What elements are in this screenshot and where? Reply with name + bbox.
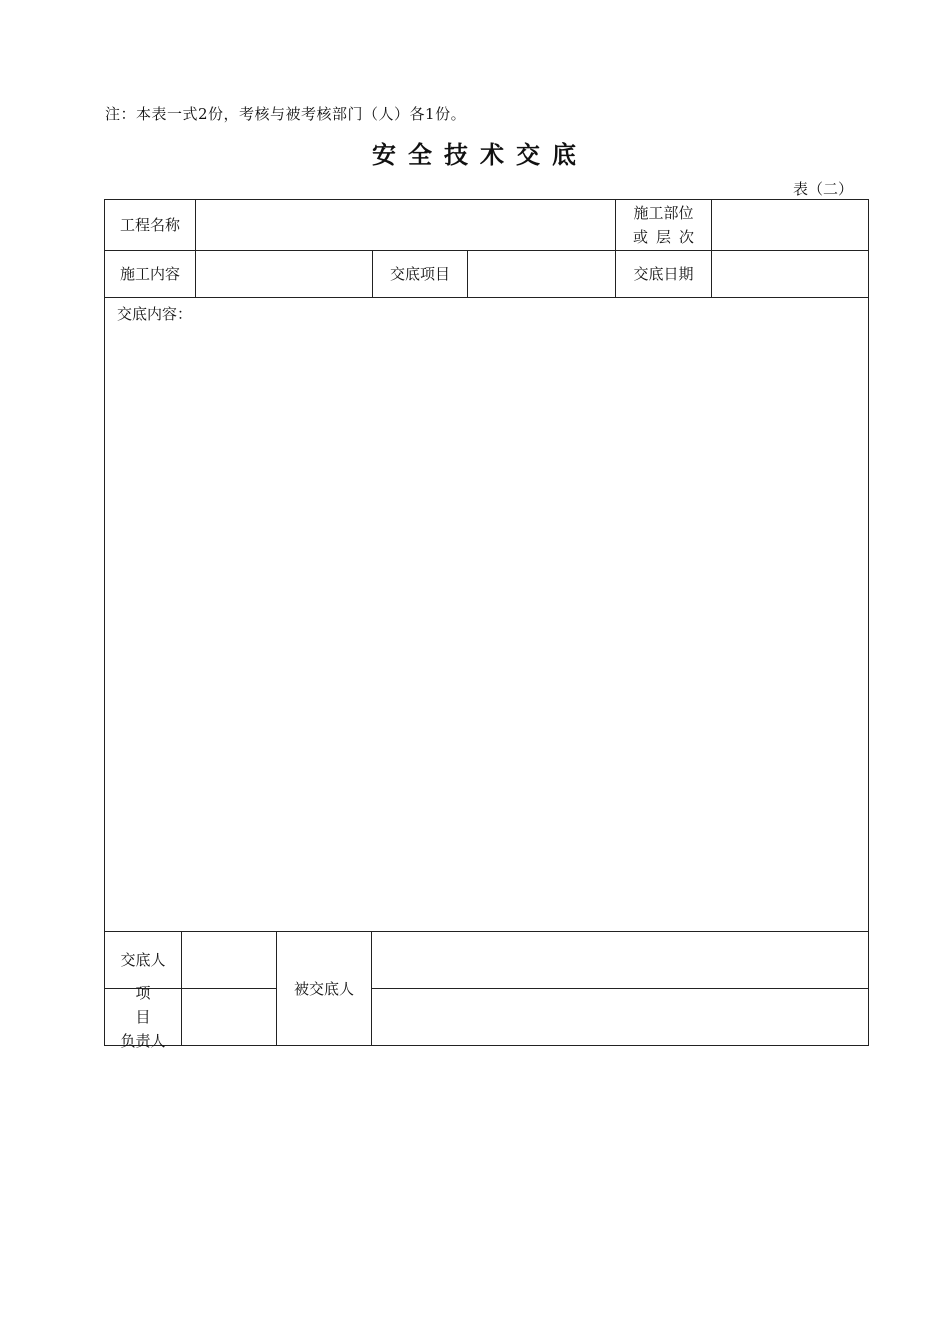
location-field[interactable] <box>711 199 869 251</box>
location-label <box>615 199 712 251</box>
page-title: 安全技术交底 <box>372 141 588 169</box>
location-label-line1: 施工部位 <box>633 204 694 222</box>
briefing-date-field[interactable] <box>711 250 869 298</box>
briefing-item-label: 交底项目 <box>372 250 468 298</box>
recipient-field-1[interactable] <box>371 931 869 989</box>
briefing-content-area[interactable] <box>104 297 869 932</box>
table-number: 表（二） <box>792 180 853 198</box>
briefer-field[interactable] <box>181 931 277 989</box>
project-leader-field[interactable] <box>181 988 277 1046</box>
project-name-label: 工程名称 <box>104 199 196 251</box>
construction-content-field[interactable] <box>195 250 373 298</box>
footnote: 注：本表一式2份，考核与被考核部门（人）各1份。 <box>105 105 467 123</box>
recipient-field-2[interactable] <box>371 988 869 1046</box>
project-leader-label <box>104 984 182 1050</box>
briefing-date-label: 交底日期 <box>615 250 712 298</box>
location-label-line2: 或层次 <box>632 228 702 246</box>
project-leader-label-line2: 负责人 <box>120 1032 166 1050</box>
project-leader-label-line1: 项目 <box>135 984 173 1026</box>
construction-content-label: 施工内容 <box>104 250 196 298</box>
project-name-field[interactable] <box>195 199 616 251</box>
briefing-item-field[interactable] <box>467 250 616 298</box>
recipient-label: 被交底人 <box>276 931 372 1046</box>
briefer-label: 交底人 <box>104 931 182 989</box>
briefing-content-label: 交底内容： <box>117 305 193 323</box>
